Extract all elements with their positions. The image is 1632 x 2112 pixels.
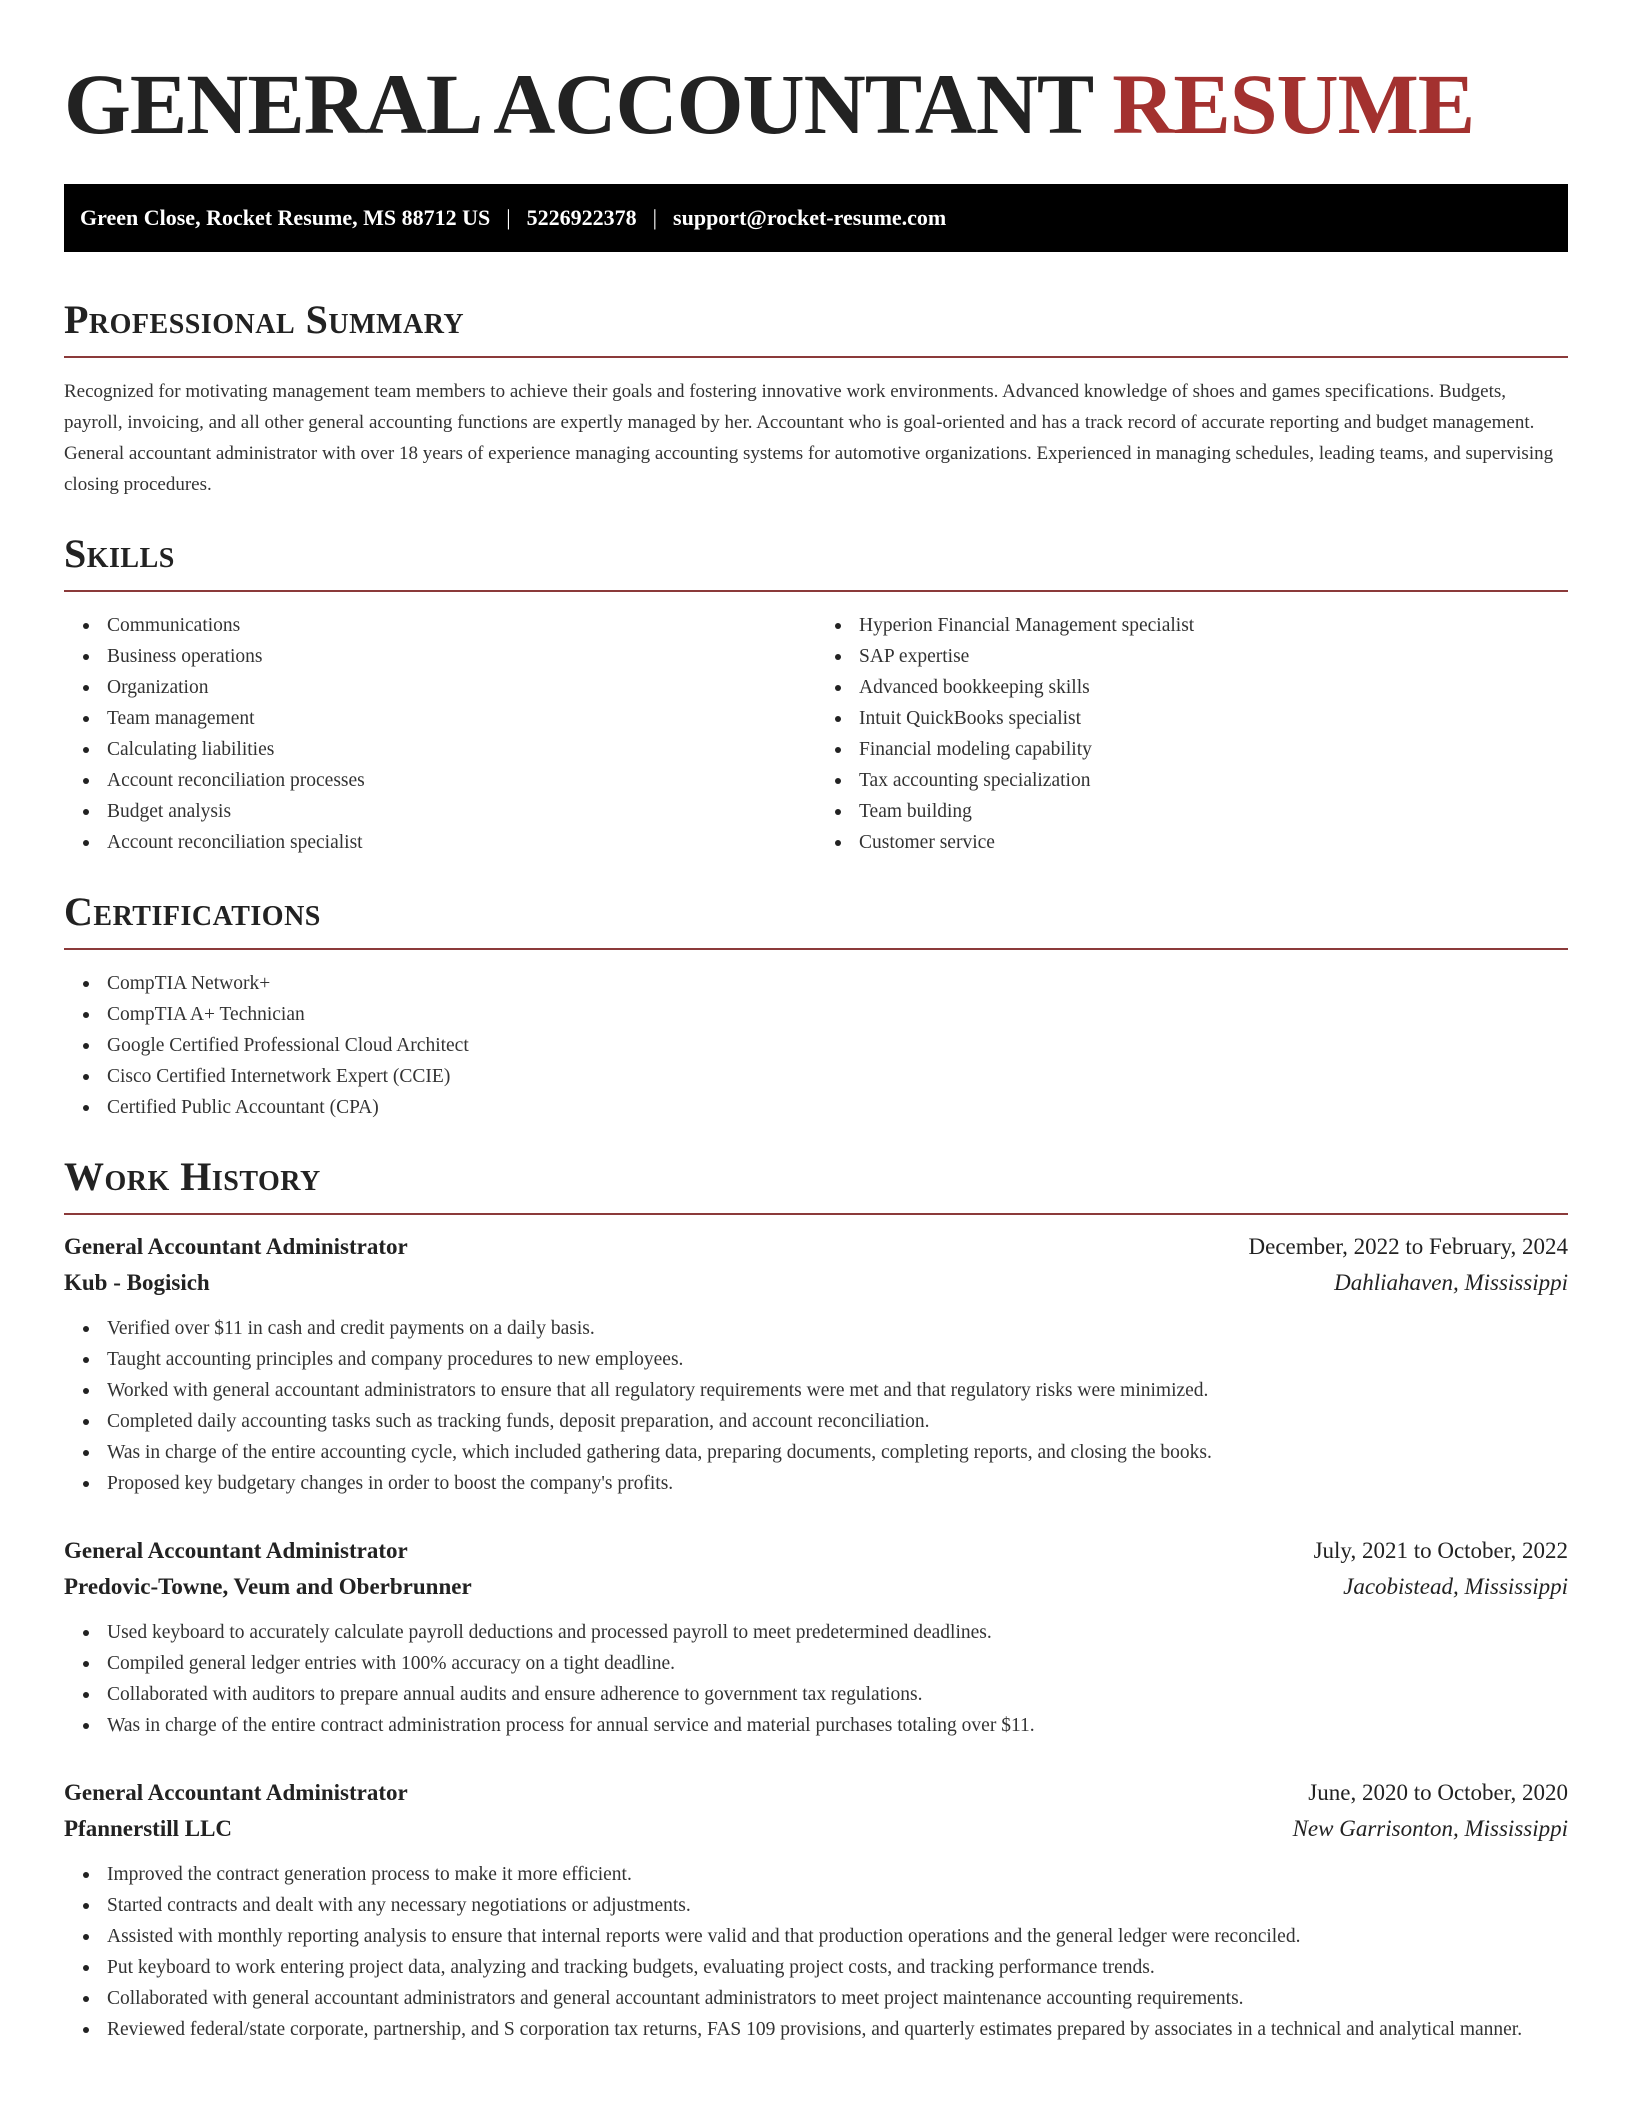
job-list <box>64 1229 1568 2045</box>
job-duty-item: Was in charge of the entire contract administration process for annual service and material purchases totaling over $11. <box>107 1710 1568 1741</box>
job-location: Dahliahaven, Mississippi <box>1334 1270 1568 1295</box>
skill-item: Customer service <box>859 827 1568 858</box>
job-duty-item: Verified over $11 in cash and credit payments on a daily basis. <box>107 1313 1568 1344</box>
job-duty-item: Compiled general ledger entries with 100% accuracy on a tight deadline. <box>107 1648 1568 1679</box>
job-company: Kub - Bogisich <box>64 1270 210 1295</box>
resume-title-accent: RESUME <box>1112 56 1475 152</box>
job-company-row <box>64 1569 1568 1605</box>
contact-email[interactable]: support@rocket-resume.com <box>673 205 947 230</box>
resume-title <box>64 58 1568 150</box>
contact-bar <box>64 184 1568 252</box>
job-duty-item: Worked with general accountant administrators to ensure that all regulatory requirements were met and that regulatory risks were minimized. <box>107 1375 1568 1406</box>
job-dates: December, 2022 to February, 2024 <box>1248 1234 1568 1259</box>
section-heading-skills: Skills <box>64 531 175 576</box>
job-duty-item: Assisted with monthly reporting analysis to ensure that internal reports were valid and that production operations and the general ledger were reconciled. <box>107 1921 1568 1952</box>
skill-item: Calculating liabilities <box>107 734 816 765</box>
section-heading-work-history: Work History <box>64 1154 321 1199</box>
contact-phone[interactable]: 5226922378 <box>526 205 637 230</box>
job-duty-item: Taught accounting principles and company procedures to new employees. <box>107 1344 1568 1375</box>
job-entry <box>64 1533 1568 1741</box>
job-company-row <box>64 1811 1568 1847</box>
job-duty-item: Put keyboard to work entering project data, analyzing and tracking budgets, evaluating project costs, and tracking performance trends. <box>107 1952 1568 1983</box>
skill-item: Organization <box>107 672 816 703</box>
certification-item: Cisco Certified Internetwork Expert (CCIE) <box>107 1061 1568 1092</box>
summary-text: Recognized for motivating management team members to achieve their goals and fostering innovative work environments. Advanced knowledge of shoes and games specifications. Budgets, payroll, invoicing, and all other general accounting functions are expertly managed by her. Accountant who is goal-oriented and has a track record of accurate reporting and budget management. General accountant administrator with over 18 years of experience managing accounting systems for automotive organizations. Experienced in managing schedules, leading teams, and supervising closing procedures. <box>64 381 1554 495</box>
job-location: Jacobistead, Mississippi <box>1343 1574 1568 1599</box>
contact-separator: | <box>652 205 658 230</box>
job-dates: July, 2021 to October, 2022 <box>1313 1538 1568 1563</box>
certification-item: CompTIA A+ Technician <box>107 999 1568 1030</box>
job-duty-item: Completed daily accounting tasks such as tracking funds, deposit preparation, and account reconciliation. <box>107 1406 1568 1437</box>
skill-item: Financial modeling capability <box>859 734 1568 765</box>
skills-list-right <box>816 610 1568 858</box>
job-entry <box>64 1229 1568 1499</box>
skill-item: Budget analysis <box>107 796 816 827</box>
job-title: General Accountant Administrator <box>64 1234 408 1259</box>
job-header-row <box>64 1533 1568 1569</box>
job-duty-item: Collaborated with auditors to prepare annual audits and ensure adherence to government tax regulations. <box>107 1679 1568 1710</box>
section-heading-summary: Professional Summary <box>64 297 465 342</box>
job-title: General Accountant Administrator <box>64 1538 408 1563</box>
skills-section <box>64 530 1568 858</box>
job-duty-item: Reviewed federal/state corporate, partnership, and S corporation tax returns, FAS 109 provisions, and quarterly estimates prepared by associates in a technical and analytical manner. <box>107 2014 1568 2045</box>
certifications-list <box>64 968 1568 1123</box>
certifications-section <box>64 888 1568 1123</box>
skill-item: Intuit QuickBooks specialist <box>859 703 1568 734</box>
job-title: General Accountant Administrator <box>64 1780 408 1805</box>
job-duty-item: Started contracts and dealt with any necessary negotiations or adjustments. <box>107 1890 1568 1921</box>
skills-list-left <box>64 610 816 858</box>
job-duty-item: Improved the contract generation process to make it more efficient. <box>107 1859 1568 1890</box>
skill-item: Communications <box>107 610 816 641</box>
job-duties-list <box>64 1859 1568 2045</box>
skill-item: Team management <box>107 703 816 734</box>
work-history-section <box>64 1153 1568 2045</box>
job-company-row <box>64 1265 1568 1301</box>
skill-item: Hyperion Financial Management specialist <box>859 610 1568 641</box>
section-divider <box>64 1213 1568 1215</box>
resume-title-main: GENERAL ACCOUNTANT <box>64 56 1092 152</box>
skill-item: Tax accounting specialization <box>859 765 1568 796</box>
job-duty-item: Was in charge of the entire accounting cycle, which included gathering data, preparing documents, completing reports, and closing the books. <box>107 1437 1568 1468</box>
skills-grid <box>64 592 1568 858</box>
section-heading-certifications: Certifications <box>64 889 321 934</box>
job-duties-list <box>64 1313 1568 1499</box>
certification-item: Certified Public Accountant (CPA) <box>107 1092 1568 1123</box>
job-company: Pfannerstill LLC <box>64 1816 233 1841</box>
certification-item: CompTIA Network+ <box>107 968 1568 999</box>
skill-item: SAP expertise <box>859 641 1568 672</box>
skill-item: Team building <box>859 796 1568 827</box>
section-divider <box>64 356 1568 358</box>
job-duty-item: Collaborated with general accountant administrators and general accountant administrators to meet project maintenance accounting requirements. <box>107 1983 1568 2014</box>
certification-item: Google Certified Professional Cloud Architect <box>107 1030 1568 1061</box>
job-company: Predovic-Towne, Veum and Oberbrunner <box>64 1574 472 1599</box>
skill-item: Advanced bookkeeping skills <box>859 672 1568 703</box>
contact-separator: | <box>506 205 511 230</box>
section-divider <box>64 948 1568 950</box>
job-duty-item: Proposed key budgetary changes in order to boost the company's profits. <box>107 1468 1568 1499</box>
job-duties-list <box>64 1617 1568 1741</box>
professional-summary-section <box>64 296 1568 500</box>
job-entry <box>64 1775 1568 2045</box>
skill-item: Account reconciliation specialist <box>107 827 816 858</box>
job-duty-item: Used keyboard to accurately calculate payroll deductions and processed payroll to meet predetermined deadlines. <box>107 1617 1568 1648</box>
job-header-row <box>64 1775 1568 1811</box>
job-dates: June, 2020 to October, 2020 <box>1308 1780 1568 1805</box>
skill-item: Account reconciliation processes <box>107 765 816 796</box>
job-header-row <box>64 1229 1568 1265</box>
skill-item: Business operations <box>107 641 816 672</box>
contact-address: Green Close, Rocket Resume, MS 88712 US <box>80 205 491 230</box>
job-location: New Garrisonton, Mississippi <box>1292 1816 1568 1841</box>
